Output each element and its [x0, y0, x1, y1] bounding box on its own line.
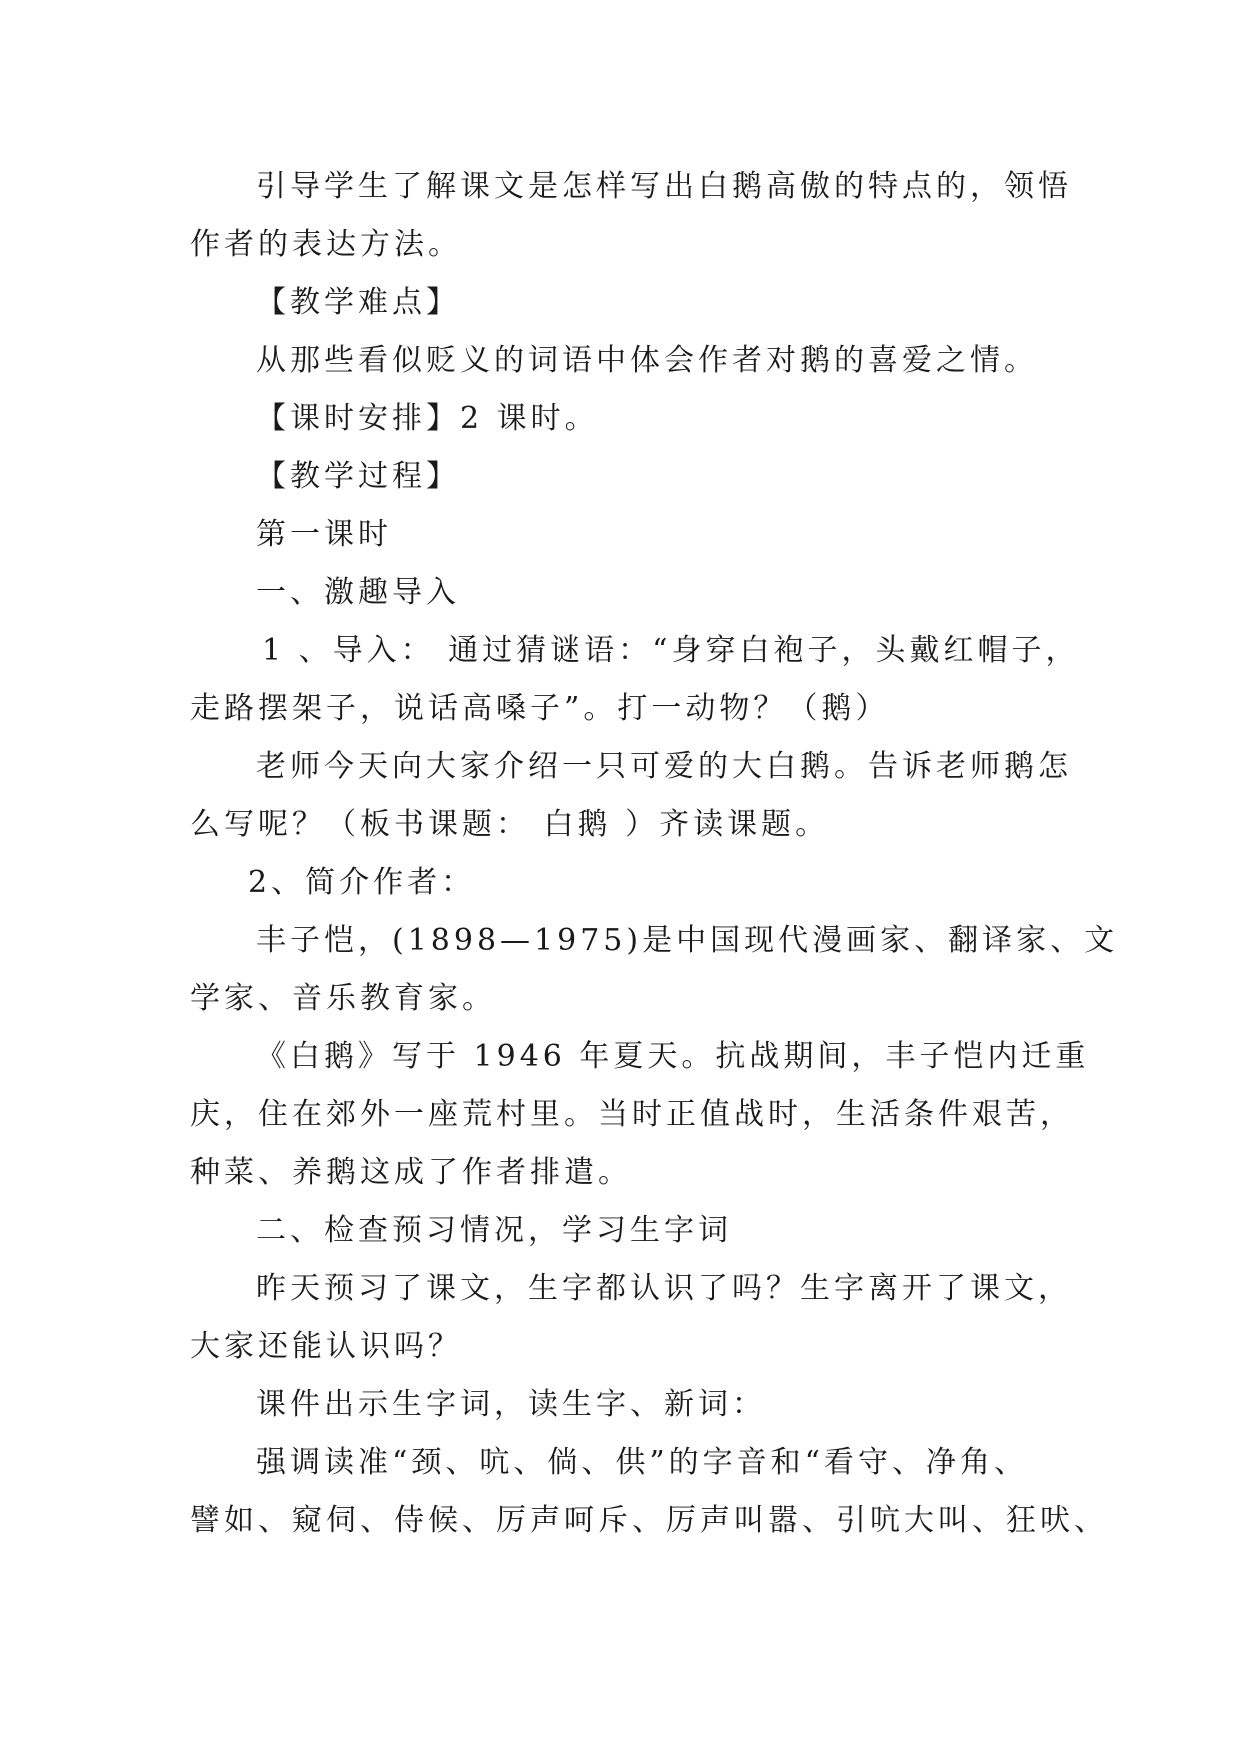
paragraph-line: 1 、导入： 通过猜谜语：“身穿白袍子，头戴红帽子，	[262, 633, 1080, 668]
section-heading: 【教学难点】	[256, 285, 460, 320]
step-heading: 2、简介作者：	[248, 865, 476, 900]
paragraph-line: 老师今天向大家介绍一只可爱的大白鹅。告诉老师鹅怎	[256, 749, 1072, 784]
paragraph-line: 学家、音乐教育家。	[190, 981, 496, 1016]
section-heading: 【教学过程】	[256, 459, 460, 494]
paragraph-line: 庆，住在郊外一座荒村里。当时正值战时，生活条件艰苦，	[190, 1097, 1074, 1132]
paragraph-line: 《白鹅》写于 1946 年夏天。抗战期间，丰子恺内迁重	[256, 1039, 1090, 1074]
paragraph-line: 譬如、窥伺、侍候、厉声呵斥、厉声叫嚣、引吭大叫、狂吠、	[190, 1503, 1108, 1538]
paragraph-line: 丰子恺，(1898—1975)是中国现代漫画家、翻译家、文	[256, 923, 1119, 958]
paragraph-line: 昨天预习了课文，生字都认识了吗？生字离开了课文，	[256, 1271, 1072, 1306]
paragraph-line: 强调读准“颈、吭、倘、供”的字音和“看守、净角、	[256, 1445, 1029, 1480]
paragraph-line: 么写呢？（板书课题： 白鹅 ）齐读课题。	[190, 807, 830, 842]
lesson-heading: 第一课时	[256, 517, 392, 552]
paragraph-line: 课件出示生字词，读生字、新词：	[256, 1387, 766, 1422]
step-heading: 一、激趣导入	[256, 575, 460, 610]
paragraph-line: 作者的表达方法。	[190, 227, 462, 262]
paragraph-line: 从那些看似贬义的词语中体会作者对鹅的喜爱之情。	[256, 343, 1038, 378]
paragraph-line: 种菜、养鹅这成了作者排遣。	[190, 1155, 632, 1190]
paragraph-line: 大家还能认识吗？	[190, 1329, 462, 1364]
paragraph-line: 走路摆架子，说话高嗓子”。打一动物？（鹅）	[190, 691, 890, 726]
paragraph-line: 引导学生了解课文是怎样写出白鹅高傲的特点的，领悟	[256, 169, 1072, 204]
section-heading: 【课时安排】2 课时。	[256, 401, 599, 436]
document-body	[190, 158, 1119, 1550]
step-heading: 二、检查预习情况，学习生字词	[256, 1213, 732, 1248]
